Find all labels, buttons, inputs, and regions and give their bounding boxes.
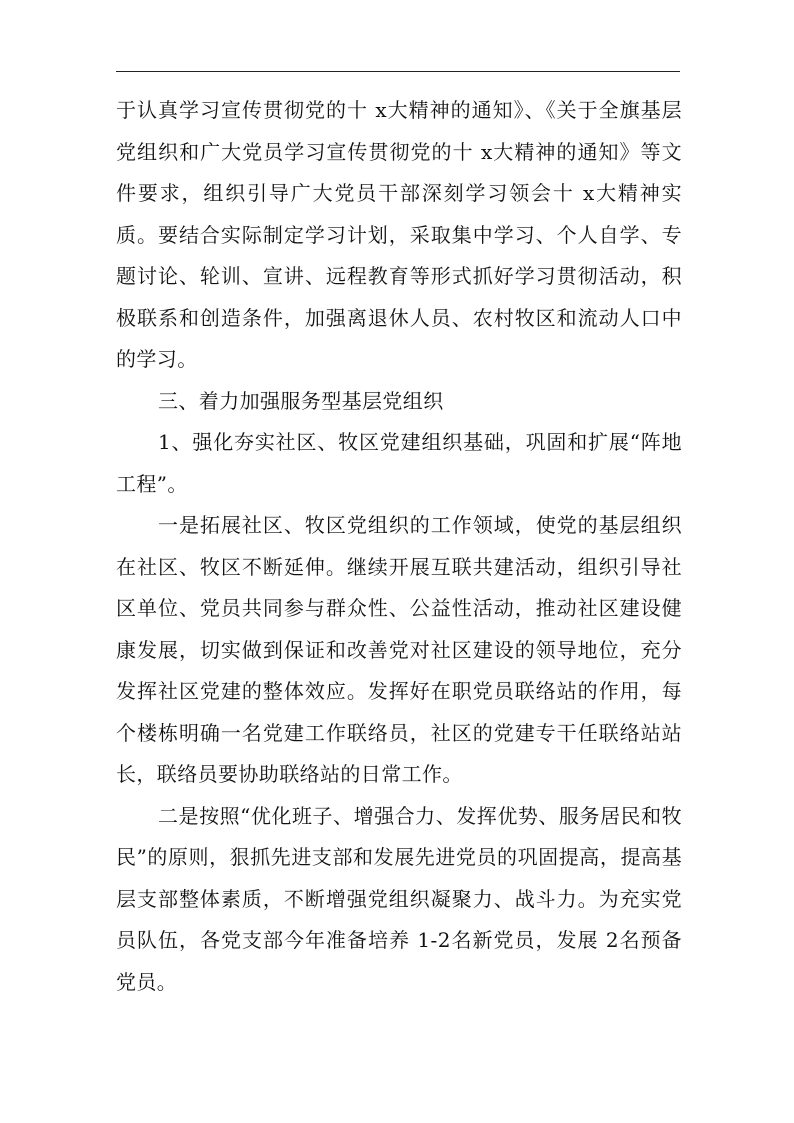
subsection-heading: 1、强化夯实社区、牧区党建组织基础，巩固和扩展“阵地工程”。: [116, 430, 682, 496]
document-body: [116, 90, 682, 1003]
paragraph-continuation: 于认真学习宣传贯彻党的十 x大精神的通知》、《关于全旗基层党组织和广大党员学习宣传贯彻党的十 x大精神的通知》等文件要求，组织引导广大党员干部深刻学习领会十 x大精神实质。要结合实际制定学习计划，采取集中学习、个人自学、专题讨论、轮训、宣讲、远程教育等形式抓好学习贯彻活动，积极联系和创造条件，加强离退休人员、农村牧区和流动人口中的学习。: [116, 98, 682, 371]
paragraph: 一是拓展社区、牧区党组织的工作领域，使党的基层组织在社区、牧区不断延伸。继续开展互联共建活动，组织引导社区单位、党员共同参与群众性、公益性活动，推动社区建设健康发展，切实做到保证和改善党对社区建设的领导地位，充分发挥社区党建的整体效应。发挥好在职党员联络站的作用，每个楼栋明确一名党建工作联络员，社区的党建专干任联络站站长，联络员要协助联络站的日常工作。: [116, 513, 682, 786]
paragraph: 二是按照“优化班子、增强合力、发挥优势、服务居民和牧民”的原则，狠抓先进支部和发展先进党员的巩固提高，提高基层支部整体素质，不断增强党组织凝聚力、战斗力。为充实党员队伍，各党支部今年准备培养 1-2名新党员，发展 2名预备党员。: [116, 803, 682, 994]
section-heading: 三、着力加强服务型基层党组织: [158, 388, 444, 413]
header-rule: [116, 71, 680, 72]
